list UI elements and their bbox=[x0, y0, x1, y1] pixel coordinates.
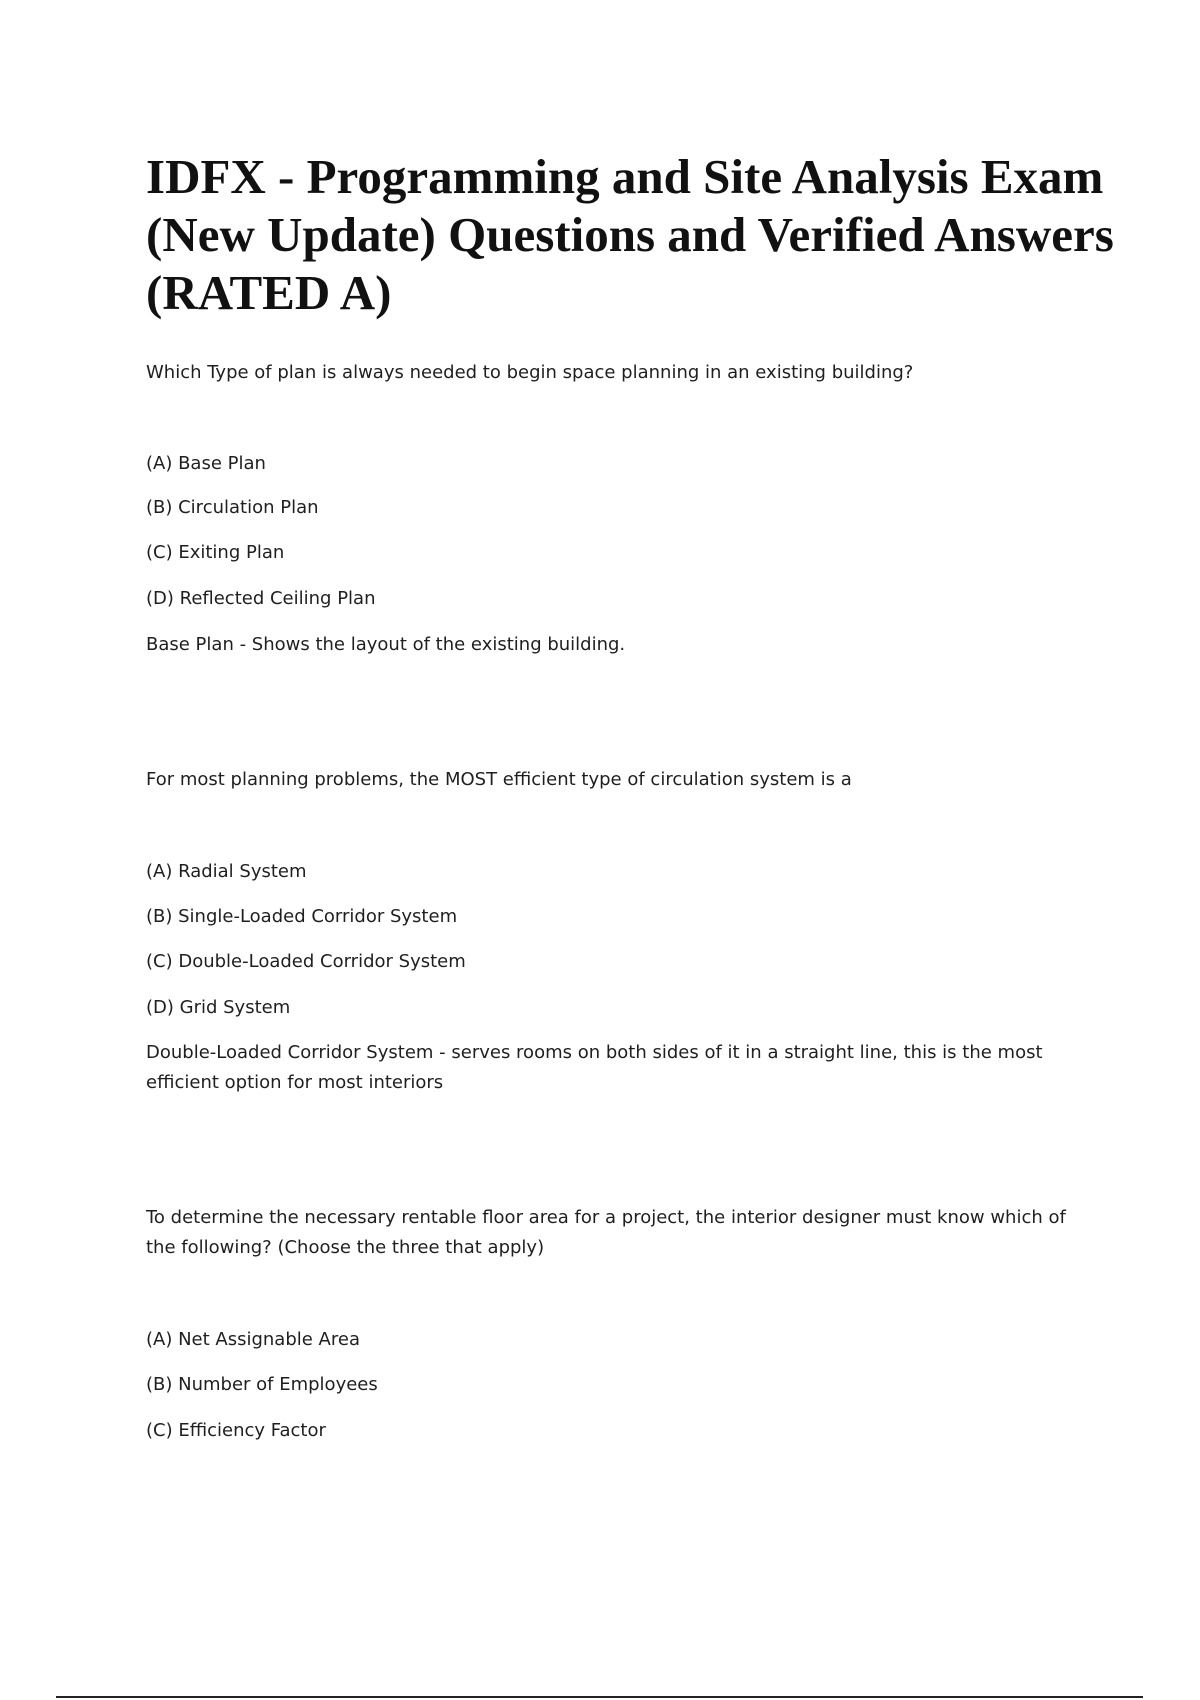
answer-line: efficient option for most interiors bbox=[146, 1072, 444, 1093]
question-1-option-b: (B) Circulation Plan bbox=[146, 497, 319, 518]
question-1-option-d: (D) Reflected Ceiling Plan bbox=[146, 588, 376, 609]
question-3-text bbox=[146, 1203, 1066, 1263]
question-2-option-d: (D) Grid System bbox=[146, 997, 291, 1018]
question-2-option-c: (C) Double-Loaded Corridor System bbox=[146, 951, 466, 972]
question-line: the following? (Choose the three that apply) bbox=[146, 1237, 545, 1258]
title-line: (RATED A) bbox=[146, 265, 392, 320]
answer-line: Double-Loaded Corridor System - serves rooms on both sides of it in a straight line, this is the most bbox=[146, 1042, 1043, 1063]
question-1-answer: Base Plan - Shows the layout of the existing building. bbox=[146, 634, 626, 655]
question-2-option-b: (B) Single-Loaded Corridor System bbox=[146, 906, 458, 927]
footer-divider bbox=[56, 1696, 1143, 1698]
question-1-option-a: (A) Base Plan bbox=[146, 453, 266, 474]
title-line: (New Update) Questions and Verified Answers bbox=[146, 207, 1114, 262]
question-2-answer bbox=[146, 1038, 1043, 1098]
title-line: IDFX - Programming and Site Analysis Exam bbox=[146, 149, 1104, 204]
question-3-option-b: (B) Number of Employees bbox=[146, 1374, 378, 1395]
question-3-option-a: (A) Net Assignable Area bbox=[146, 1329, 360, 1350]
question-2-option-a: (A) Radial System bbox=[146, 861, 307, 882]
question-1-option-c: (C) Exiting Plan bbox=[146, 542, 285, 563]
question-3-option-c: (C) Efficiency Factor bbox=[146, 1420, 326, 1441]
question-2-text: For most planning problems, the MOST efficient type of circulation system is a bbox=[146, 769, 852, 790]
document-title bbox=[146, 148, 1191, 322]
question-1-text: Which Type of plan is always needed to begin space planning in an existing building? bbox=[146, 362, 914, 383]
question-line: To determine the necessary rentable floor area for a project, the interior designer must know which of bbox=[146, 1207, 1066, 1228]
